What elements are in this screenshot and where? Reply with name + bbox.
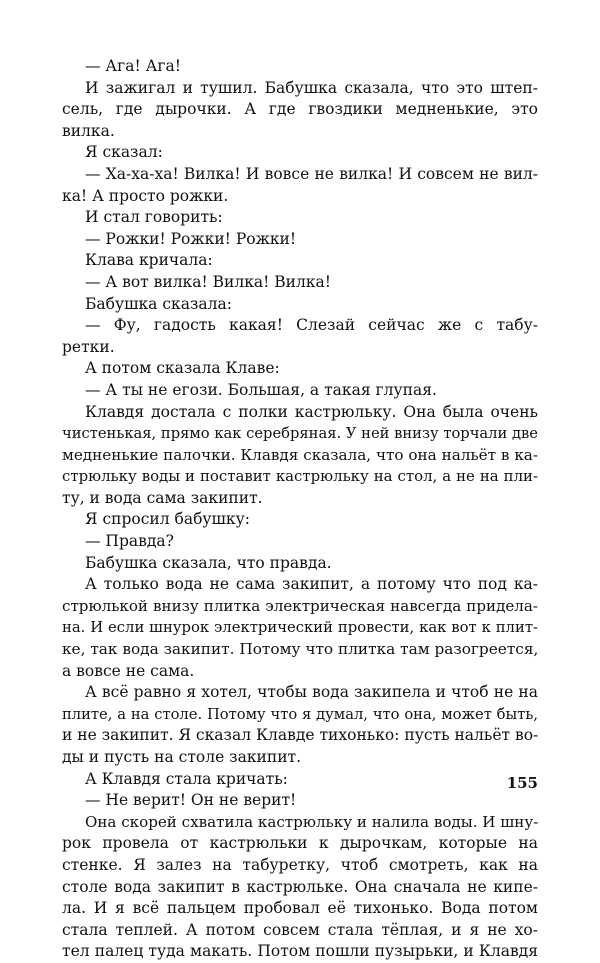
text-line: Бабушка сказала: xyxy=(85,294,232,313)
text-line: на. И если шнурок электрический провести, как вот к плит- xyxy=(62,619,538,637)
text-line: ла. И я всё пальцем пробовал её тихонько. Вода потом xyxy=(62,899,538,918)
page-number: 155 xyxy=(506,774,538,792)
text-line: ке, так вода закипит. Потому что плитка там разогреется, xyxy=(62,640,539,659)
text-line: стрюлькой внизу плитка электрическая навсегда придела- xyxy=(62,596,538,615)
text-line: чистенькая, прямо как серебряная. У ней внизу торчали две xyxy=(62,425,538,443)
text-line: И зажигал и тушил. Бабушка сказала, что это штеп- xyxy=(85,78,538,97)
text-line: Я спросил бабушку: xyxy=(85,510,250,529)
text-line: — А вот вилка! Вилка! Вилка! xyxy=(85,272,332,291)
text-line: А только вода не сама закипит, а потому что под ка- xyxy=(85,575,538,594)
text-line: А всё равно я хотел, чтобы вода закипела и чтоб не на xyxy=(85,683,538,702)
text-line: — А ты не егози. Большая, а такая глупая. xyxy=(85,380,437,399)
text-line: столе вода закипит в кастрюльке. Она сначала не кипе- xyxy=(62,877,538,896)
text-line: — Не верит! Он не верит! xyxy=(85,791,297,810)
text-line: Она скорей схватила кастрюльку и налила воды. И шну- xyxy=(85,812,539,831)
text-line: плите, а на столе. Потому что я думал, что она, может быть, xyxy=(62,705,538,723)
text-line: — Рожки! Рожки! Рожки! xyxy=(85,229,297,248)
text-line: ретки. xyxy=(62,337,115,356)
text-line: медненькие палочки. Клавдя сказала, что она нальёт в ка- xyxy=(62,445,538,464)
text-line: стенке. Я залез на табуретку, чтоб смотреть, как на xyxy=(62,855,538,874)
book-page-text xyxy=(62,56,538,963)
text-line: — Ха-ха-ха! Вилка! И вовсе не вилка! И совсем не вил- xyxy=(85,164,538,183)
text-line: ка! А просто рожки. xyxy=(62,186,229,205)
text-line: тел палец туда макать. Потом пошли пузырьки, и Клавдя xyxy=(62,942,538,961)
text-line: рок провела от кастрюльки к дырочкам, которые на xyxy=(62,834,538,853)
text-line: ту, и вода сама закипит. xyxy=(62,488,263,507)
text-line: Я сказал: xyxy=(85,143,163,162)
text-line: А потом сказала Клаве: xyxy=(85,359,280,378)
text-line: стрюльку воды и поставит кастрюльку на стол, а не на пли- xyxy=(62,467,538,486)
text-line: И стал говорить: xyxy=(85,208,223,227)
text-line: — Фу, гадость какая! Слезай сейчас же с табу- xyxy=(85,316,538,335)
text-line: — Правда? xyxy=(85,532,174,551)
text-line: а вовсе не сама. xyxy=(62,661,195,680)
text-line: стала теплей. А потом совсем стала тёплая, и я не хо- xyxy=(62,920,538,939)
text-line: Клава кричала: xyxy=(85,251,213,270)
text-line: сель, где дырочки. А где гвоздики медненькие, это xyxy=(62,100,538,119)
text-line: ды и пусть на столе закипит. xyxy=(62,748,302,766)
text-line: Клавдя достала с полки кастрюльку. Она была очень xyxy=(85,402,538,421)
text-line: и не закипит. Я сказал Клавде тихонько: пусть нальёт во- xyxy=(62,726,539,745)
text-line: вилка. xyxy=(62,121,115,140)
text-line: А Клавдя стала кричать: xyxy=(85,769,288,788)
text-line: Бабушка сказала, что правда. xyxy=(85,553,332,572)
text-line: — Ага! Ага! xyxy=(85,57,182,75)
